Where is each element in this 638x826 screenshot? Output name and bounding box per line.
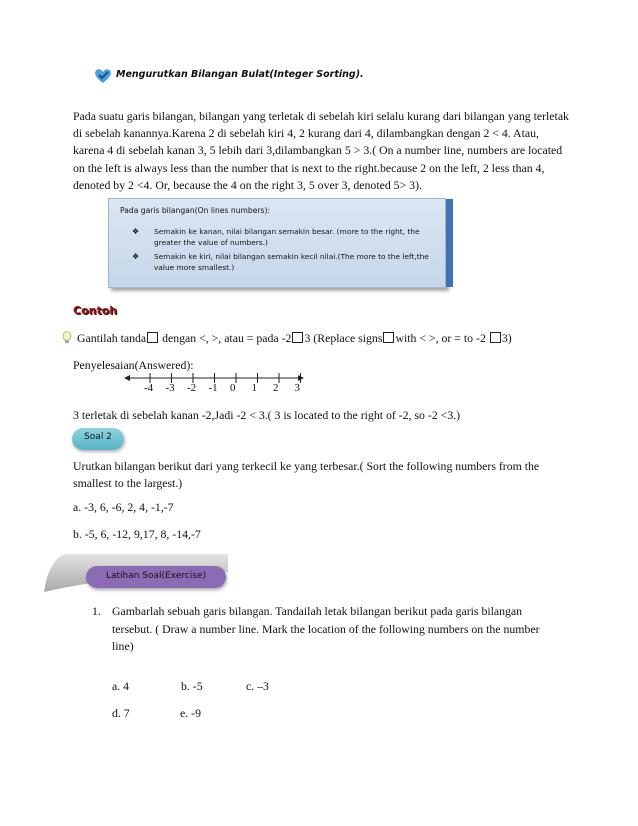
soal-2-item-b: b. -5, 6, -12, 9,17, 8, -14,-7 (73, 527, 201, 541)
soal-2-badge: Soal 2 (72, 428, 124, 450)
number-line-label: 2 (273, 382, 279, 394)
info-item: ❖ Semakin ke kiri, nilai bilangan semakin kecil nilai.(The more to the left,the value more smallest.) (132, 252, 429, 273)
number-line-label: 0 (230, 382, 236, 394)
exercise-option-e: e. -9 (180, 706, 201, 720)
contoh-heading: Contoh (73, 304, 118, 317)
soal-2-item-a: a. -3, 6, -6, 2, 4, -1,-7 (73, 500, 174, 514)
intro-paragraph: Pada suatu garis bilangan, bilangan yang terletak di sebelah kiri selalu kurang dari bilangan yang terletak di sebelah kanannya.Karena 2 di sebelah kiri 4, 2 kurang dari 4, dilambangkan dengan 2 < 4. Atau, karena 4 di sebelah kanan 3, 5 lebih dari 3,dilambangkan 5 > 3.( On a number line, numbers are located on the left is always less than the number that is next to the right.because 2 on the left, 2 less than 4, denoted by 2 <4. Or, because the 4 on the right 3, 5 over 3, denoted 5> 3). (73, 109, 569, 192)
contoh-conclusion: 3 terletak di sebelah kanan -2,Jadi -2 < 3.( 3 is located to the right of -2, so -2 <3.) (73, 408, 461, 422)
diamond-bullet-icon: ❖ (132, 227, 140, 236)
blank-box (490, 332, 501, 343)
number-line-label: -4 (144, 382, 154, 394)
info-box-heading: Pada garis bilangan(On lines numbers): (120, 206, 271, 215)
section-title: Mengurutkan Bilangan Bulat(Integer Sorting). (116, 69, 364, 80)
diamond-bullet-icon: ❖ (132, 252, 140, 261)
info-item: ❖ Semakin ke kanan, nilai bilangan semakin besar. (more to the right, the greater the value of numbers.) (132, 227, 420, 248)
exercise-option-b: b. -5 (181, 679, 203, 693)
number-line-label: 3 (294, 382, 300, 394)
number-line-label: -3 (165, 382, 175, 394)
number-line-label: -1 (208, 382, 218, 394)
latihan-badge: Latihan Soal(Exercise) (86, 566, 226, 588)
exercise-option-a: a. 4 (112, 679, 130, 693)
contoh-question: Gantilah tanda dengan <, >, atau = pada -2 3 (Replace signs with < >, or = to -2 3) (77, 331, 512, 345)
heart-check-icon (93, 66, 113, 86)
answer-label: Penyelesaian(Answered): (73, 358, 194, 372)
exercise-option-c: c. –3 (246, 679, 269, 693)
exercise-question: Gambarlah sebuah garis bilangan. Tandailah letak bilangan berikut pada garis bilangan tersebut. ( Draw a number line. Mark the location of the following numbers on the number line) (112, 604, 540, 653)
blank-box (147, 332, 158, 343)
exercise-option-d: d. 7 (112, 706, 130, 720)
info-box (108, 198, 446, 288)
blank-box (383, 332, 394, 343)
soal-2-instruction: Urutkan bilangan berikut dari yang terkecil ke yang terbesar.( Sort the following numbers from the smallest to the largest.) (73, 459, 540, 491)
lightbulb-icon (62, 331, 72, 345)
number-line-label: 1 (251, 382, 257, 394)
exercise-number: 1. (92, 604, 101, 618)
blank-box (292, 332, 303, 343)
number-line-label: -2 (187, 382, 197, 394)
